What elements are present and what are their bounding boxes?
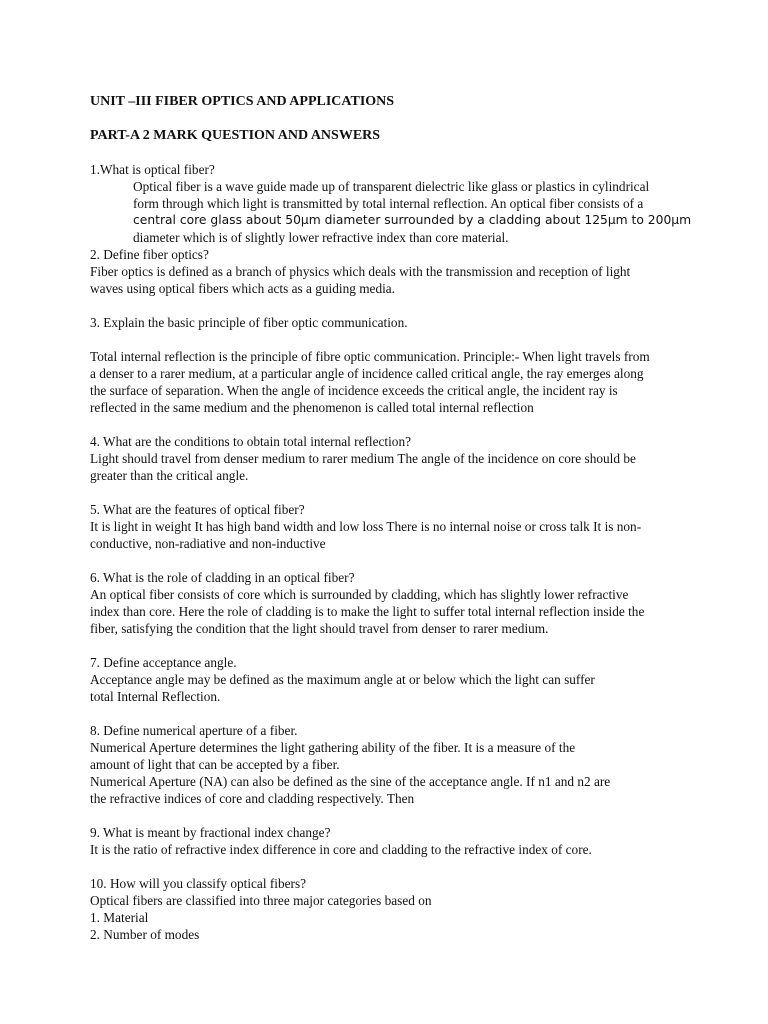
qa-item-9 — [90, 824, 690, 858]
answer-line: Optical fiber is a wave guide made up of transparent dielectric like glass or plastics in cylindrical — [133, 179, 650, 194]
answer-line: 1. Material — [90, 910, 149, 925]
answer-line: form through which light is transmitted by total internal reflection. An optical fiber consists of a — [133, 196, 644, 211]
qa-item-1 — [90, 161, 690, 246]
qa-item-2 — [90, 246, 690, 297]
question-text: 2. Define fiber optics? — [90, 247, 209, 262]
answer-line: It is light in weight It has high band width and low loss There is no internal noise or cross talk It is non- — [90, 519, 642, 534]
qa-item-3 — [90, 314, 690, 331]
answer-line: conductive, non-radiative and non-inductive — [90, 536, 326, 551]
answer-line: fiber, satisfying the condition that the light should travel from denser to rarer medium. — [90, 621, 549, 636]
question-text: 9. What is meant by fractional index change? — [90, 825, 331, 840]
question-text: 1.What is optical fiber? — [90, 162, 215, 177]
answer-line: Numerical Aperture determines the light gathering ability of the fiber. It is a measure of the — [90, 740, 576, 755]
section-subtitle: PART-A 2 MARK QUESTION AND ANSWERS — [90, 128, 381, 143]
answer-line: greater than the critical angle. — [90, 468, 249, 483]
document-page — [90, 88, 690, 943]
qa-item-5 — [90, 501, 690, 552]
question-text: 5. What are the features of optical fiber? — [90, 502, 305, 517]
answer-line: Light should travel from denser medium to rarer medium The angle of the incidence on core should be — [90, 451, 636, 466]
qa-item-7 — [90, 654, 690, 705]
answer-line: waves using optical fibers which acts as a guiding media. — [90, 281, 396, 296]
answer-line: a denser to a rarer medium, at a particular angle of incidence called critical angle, the ray emerges along — [90, 366, 644, 381]
question-text: 8. Define numerical aperture of a fiber. — [90, 723, 298, 738]
answer-line: amount of light that can be accepted by a fiber. — [90, 757, 340, 772]
qa-item-4 — [90, 433, 690, 484]
answer-line: Fiber optics is defined as a branch of physics which deals with the transmission and reception of light — [90, 264, 631, 279]
question-text: 6. What is the role of cladding in an optical fiber? — [90, 570, 355, 585]
answer-line: Numerical Aperture (NA) can also be defined as the sine of the acceptance angle. If n1 and n2 are — [90, 774, 611, 789]
qa-item-10 — [90, 875, 690, 943]
question-text: 3. Explain the basic principle of fiber optic communication. — [90, 315, 408, 330]
answer-line: Total internal reflection is the principle of fibre optic communication. Principle:- When light travels from — [90, 349, 650, 364]
question-text: 4. What are the conditions to obtain total internal reflection? — [90, 434, 411, 449]
qa-item-8 — [90, 722, 690, 807]
answer-line: index than core. Here the role of cladding is to make the light to suffer total internal reflection inside the — [90, 604, 645, 619]
question-text: 10. How will you classify optical fibers? — [90, 876, 307, 891]
answer-line: the surface of separation. When the angle of incidence exceeds the critical angle, the incident ray is — [90, 383, 618, 398]
page-title: UNIT –III FIBER OPTICS AND APPLICATIONS — [90, 94, 395, 109]
answer-line: 2. Number of modes — [90, 927, 200, 942]
answer-line: central core glass about 50μm diameter surrounded by a cladding about 125μm to 200μm — [133, 213, 692, 227]
answer-line: It is the ratio of refractive index difference in core and cladding to the refractive index of core. — [90, 842, 592, 857]
answer-line: the refractive indices of core and cladding respectively. Then — [90, 791, 415, 806]
answer-line: reflected in the same medium and the phenomenon is called total internal reflection — [90, 400, 534, 415]
answer-line: An optical fiber consists of core which is surrounded by cladding, which has slightly lower refractive — [90, 587, 629, 602]
answer-line: total Internal Reflection. — [90, 689, 221, 704]
answer-line: Acceptance angle may be defined as the maximum angle at or below which the light can suffer — [90, 672, 595, 687]
answer-line: Optical fibers are classified into three major categories based on — [90, 893, 432, 908]
qa-item-6 — [90, 569, 690, 637]
answer-line: diameter which is of slightly lower refractive index than core material. — [133, 230, 509, 245]
qa-answer-3 — [90, 348, 690, 416]
question-text: 7. Define acceptance angle. — [90, 655, 237, 670]
